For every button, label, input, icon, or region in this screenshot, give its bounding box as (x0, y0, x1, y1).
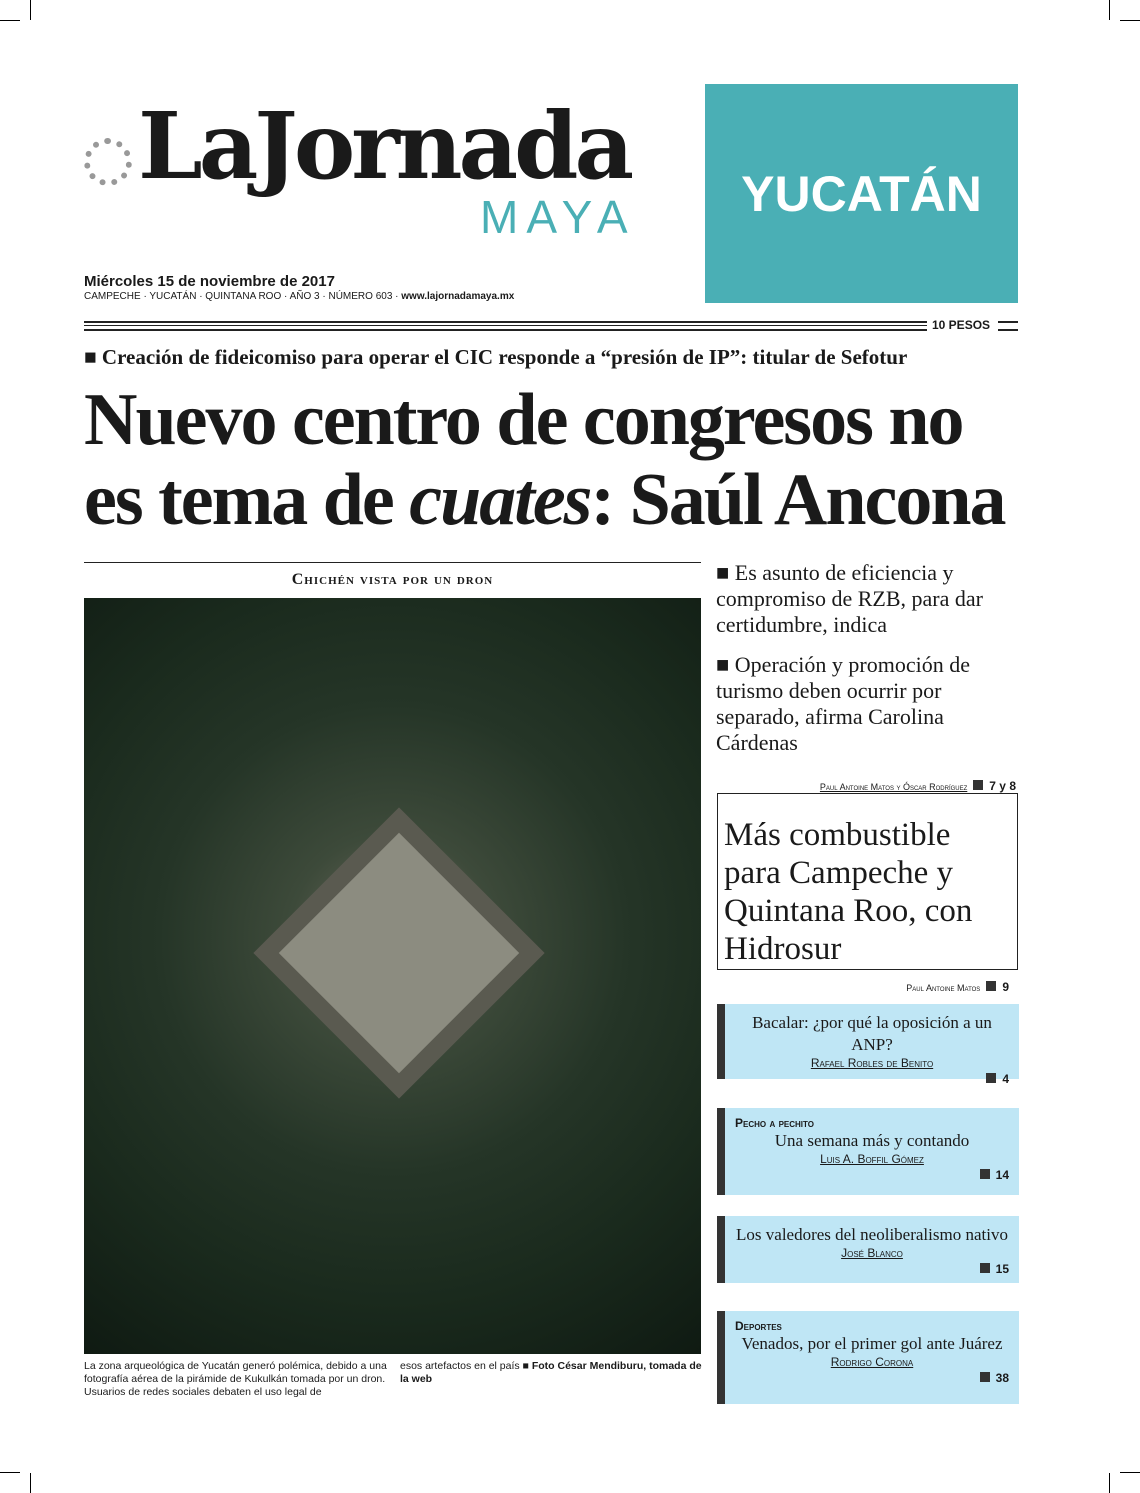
sidebar-item[interactable] (717, 1311, 1019, 1404)
sidebar-title: Una semana más y contando (774, 1131, 970, 1150)
square-icon (973, 780, 983, 790)
photo-caption: La zona arqueológica de Yucatán generó polémica, debido a una fotografía aérea de la pirámide de Kukulkán tomada por un dron. Usuarios de redes sociales debaten el uso legal de (84, 1360, 387, 1398)
issue-info: CAMPECHE · YUCATÁN · QUINTANA ROO · AÑO 3 · NÚMERO 603 · (84, 291, 402, 302)
crop-mark (1109, 1473, 1110, 1493)
headline-text: : Saúl Ancona (590, 459, 1005, 541)
divider (84, 321, 927, 331)
lead-bullets (716, 560, 1026, 800)
square-icon (986, 981, 996, 991)
page-ref: 14 (995, 1168, 1009, 1182)
headline-italic: cuates (409, 459, 591, 541)
box-credit (724, 978, 1009, 996)
box-headline: Más combustible para Campeche y Quintana Roo, con Hidrosur (724, 817, 973, 967)
caption-text: esos artefactos en el país ■ (400, 1360, 532, 1372)
photo-caption-cont (400, 1360, 705, 1386)
square-icon (980, 1372, 990, 1382)
masthead-subtitle: MAYA (480, 191, 636, 243)
crop-mark (1120, 20, 1140, 21)
sidebar-author: Rafael Robles de Benito (810, 1056, 934, 1070)
price: 10 PESOS (932, 318, 991, 332)
photo-title: Chichén vista por un dron (84, 562, 701, 589)
lead-headline[interactable] (84, 380, 1024, 540)
photo-credit: Foto César Mendiburu, tomada de la web (400, 1360, 702, 1385)
pyramid-shape (279, 833, 519, 1073)
page-ref: 4 (1002, 1072, 1009, 1086)
crop-mark (1120, 1472, 1140, 1473)
lead-kicker: ■ Creación de fideicomiso para operar el CIC responde a “presión de IP”: titular de Sefotur (84, 345, 908, 369)
issue-meta (84, 291, 514, 302)
edition-badge: YUCATÁN (705, 84, 1018, 303)
crop-mark (30, 1473, 31, 1493)
bullet: ■ Es asunto de eficiencia y compromiso de RZB, para dar certidumbre, indica (716, 560, 983, 637)
sidebar-item[interactable] (717, 1108, 1019, 1195)
headline-text: Nuevo centro de congresos no es tema de (84, 379, 963, 541)
aerial-photo (84, 598, 701, 1354)
square-icon (980, 1169, 990, 1179)
page-ref: 38 (995, 1371, 1009, 1385)
masthead-logo: LaJornada (138, 92, 631, 200)
divider (998, 321, 1018, 331)
crop-mark (1109, 0, 1110, 20)
sun-logo-icon (84, 138, 132, 186)
sidebar-title: Venados, por el primer gol ante Juárez (741, 1334, 1003, 1353)
crop-mark (0, 1472, 20, 1473)
crop-mark (30, 0, 31, 20)
sidebar-section: Pecho a pechito (735, 1116, 814, 1130)
page-ref: 9 (1002, 980, 1009, 994)
page-ref: 15 (995, 1262, 1009, 1276)
issue-date: Miércoles 15 de noviembre de 2017 (84, 273, 335, 290)
sidebar-author: José Blanco (841, 1246, 903, 1260)
sidebar-item[interactable] (717, 1004, 1019, 1086)
sidebar-section: Deportes (735, 1319, 782, 1333)
square-icon (986, 1073, 996, 1083)
sidebar-item[interactable] (717, 1216, 1019, 1283)
sidebar-title: Los valedores del neoliberalismo nativo (736, 1225, 1008, 1244)
website-link[interactable]: www.lajornadamaya.mx (401, 291, 515, 302)
sidebar-author: Rodrigo Corona (830, 1355, 914, 1369)
sidebar-author: Luis A. Boffil Gómez (820, 1152, 924, 1166)
page-ref[interactable]: 7 y 8 (989, 779, 1016, 793)
crop-mark (0, 20, 20, 21)
byline: Paul Antoine Matos (906, 983, 981, 993)
square-icon (980, 1263, 990, 1273)
bullet: ■ Operación y promoción de turismo deben ocurrir por separado, afirma Carolina Cárdenas (716, 652, 970, 755)
byline: Paul Antoine Matos y Óscar Rodríguez (819, 782, 968, 792)
story-box[interactable] (717, 793, 1018, 994)
sidebar-title: Bacalar: ¿por qué la oposición a un ANP? (752, 1013, 992, 1054)
